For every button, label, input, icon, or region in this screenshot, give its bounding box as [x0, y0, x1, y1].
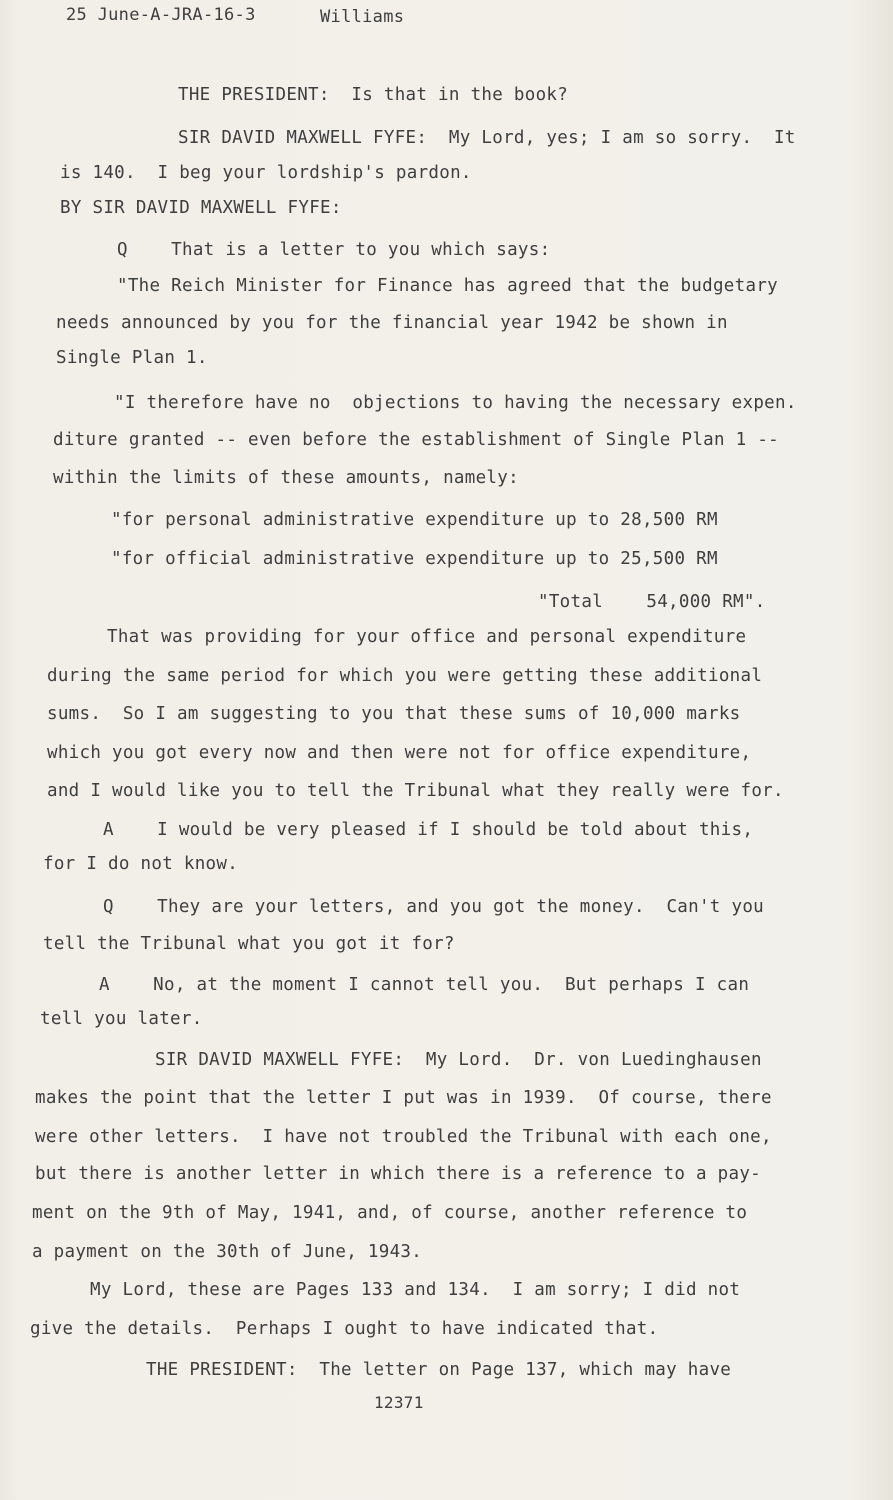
- text-line: tell the Tribunal what you got it for?: [43, 934, 455, 954]
- text-line: "for official administrative expenditure up to 25,500 RM: [111, 549, 718, 569]
- text-line: tell you later.: [40, 1009, 203, 1029]
- text-line: A I would be very pleased if I should be told about this,: [103, 820, 754, 840]
- text-line: give the details. Perhaps I ought to have indicated that.: [30, 1319, 659, 1339]
- text-line: THE PRESIDENT: The letter on Page 137, which may have: [146, 1360, 732, 1380]
- text-line: needs announced by you for the financial year 1942 be shown in: [56, 313, 728, 333]
- text-line: is 140. I beg your lordship's pardon.: [60, 163, 472, 183]
- text-line: Q They are your letters, and you got the money. Can't you: [103, 897, 764, 917]
- text-line: diture granted -- even before the establishment of Single Plan 1 --: [53, 430, 780, 450]
- text-line: "for personal administrative expenditure up to 28,500 RM: [111, 510, 718, 530]
- text-line: That was providing for your office and personal expenditure: [107, 627, 747, 647]
- text-line: sums. So I am suggesting to you that these sums of 10,000 marks: [47, 704, 741, 724]
- text-line: My Lord, these are Pages 133 and 134. I am sorry; I did not: [90, 1280, 741, 1300]
- header-reference: 25 June-A-JRA-16-3: [66, 5, 256, 25]
- text-line: SIR DAVID MAXWELL FYFE: My Lord, yes; I am so sorry. It: [178, 128, 796, 148]
- text-line: "I therefore have no objections to having the necessary expen.: [114, 393, 797, 413]
- text-line: were other letters. I have not troubled the Tribunal with each one,: [35, 1127, 772, 1147]
- text-line: Q That is a letter to you which says:: [117, 240, 551, 260]
- text-line: during the same period for which you were getting these additional: [47, 666, 763, 686]
- text-line: which you got every now and then were not for office expenditure,: [47, 743, 752, 763]
- text-line: for I do not know.: [43, 854, 239, 874]
- text-line: A No, at the moment I cannot tell you. But perhaps I can: [99, 975, 750, 995]
- text-line: a payment on the 30th of June, 1943.: [32, 1242, 423, 1262]
- text-line: within the limits of these amounts, namely:: [53, 468, 519, 488]
- text-line: ment on the 9th of May, 1941, and, of course, another reference to: [32, 1203, 748, 1223]
- text-line: "Total 54,000 RM".: [538, 592, 766, 612]
- text-line: "The Reich Minister for Finance has agreed that the budgetary: [117, 276, 778, 296]
- text-line: and I would like you to tell the Tribunal what they really were for.: [47, 781, 784, 801]
- text-line: SIR DAVID MAXWELL FYFE: My Lord. Dr. von Luedinghausen: [155, 1050, 762, 1070]
- header-witness-name: Williams: [320, 7, 405, 27]
- text-line: THE PRESIDENT: Is that in the book?: [178, 85, 569, 105]
- text-line: BY SIR DAVID MAXWELL FYFE:: [60, 198, 342, 218]
- text-line: but there is another letter in which there is a reference to a pay-: [35, 1164, 762, 1184]
- page-number: 12371: [374, 1393, 424, 1412]
- text-line: makes the point that the letter I put was in 1939. Of course, there: [35, 1088, 772, 1108]
- text-line: Single Plan 1.: [56, 348, 208, 368]
